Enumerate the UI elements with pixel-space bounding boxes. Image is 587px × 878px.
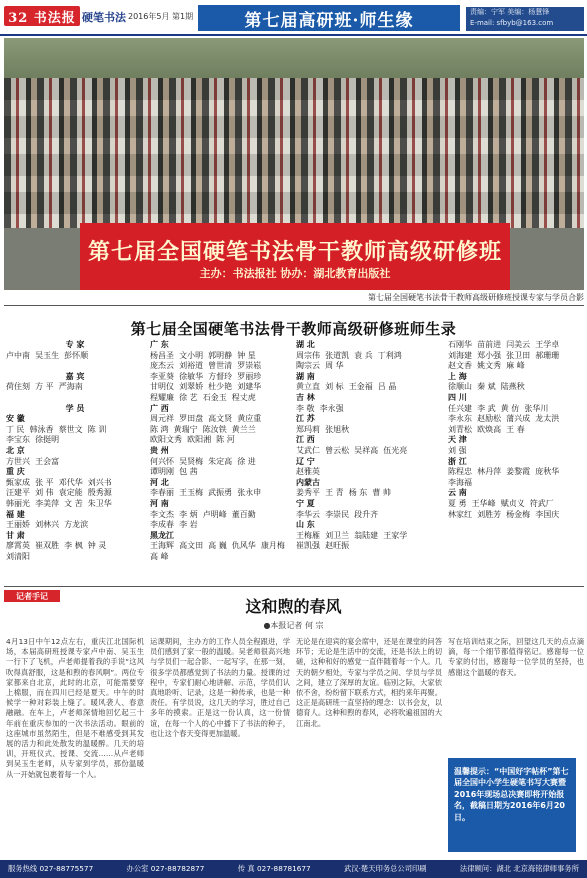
section-label: 硬笔书法: [82, 11, 126, 24]
roster-names: 杨昌圣 文小明 郭明静 钟 星: [150, 350, 256, 360]
roster-province: 辽 宁: [296, 456, 315, 466]
roster-province: 云 南: [448, 488, 467, 498]
roster-column: [296, 340, 442, 552]
roster-province: 浙 江: [448, 456, 467, 466]
roster-names: 李文杰 李 炳 卢明峰 董百勤: [150, 509, 256, 519]
roster-names: 方世兴 王会富: [6, 456, 60, 466]
roster-names: 任兴建 李 武 黄 仿 张华川: [448, 403, 549, 413]
editors-line: 责编：宁军 美编：杨慧锋: [470, 8, 550, 16]
roster-names: 艾武仁 曾云松 吴祥高 伍光亮: [296, 445, 408, 455]
roster-names: 甄家成 张 平 邓代华 刘兴书: [6, 477, 112, 487]
roster-province: 江 苏: [296, 414, 315, 424]
roster-names: 郑玛莉 张旭秋: [296, 424, 350, 434]
roster-names: 庞杰云 刘裕道 曾世清 罗崇崧: [150, 361, 262, 371]
roster-names: 赵文香 姚文秀 麻 峰: [448, 361, 525, 371]
roster-names: 崔凯强 赵旺振: [296, 541, 350, 551]
roster-names: 石刚华 苗前进 闫美云 王学卓: [448, 340, 560, 349]
footer-legal: 法律顾问：湖北 北京海铭律师事务所: [459, 864, 579, 873]
roster-names: 刘 强: [448, 445, 467, 455]
roster-province: 广 东: [150, 340, 169, 349]
roster-names: 李成春 李 岩: [150, 520, 198, 530]
roster-group-heading: 专 家: [65, 340, 85, 349]
roster-province: 四 川: [448, 392, 467, 402]
roster-names: 刘青松 欧焕高 王 春: [448, 424, 525, 434]
roster-names: 李宝东 徐挺明: [6, 435, 60, 445]
roster-names: 程耀廉 徐 艺 石金玉 程丈虎: [150, 392, 256, 402]
roster-province: 甘 肃: [6, 530, 25, 540]
column-tag: 记者手记: [4, 590, 60, 602]
roster-province: 吉 林: [296, 392, 315, 402]
banner-title: 第七届全国硬笔书法骨干教师高级研修班: [87, 240, 502, 265]
roster-names: 王丽娇 刘林兴 方龙滨: [6, 520, 89, 530]
article-byline: ●本报记者 何 宗: [263, 621, 324, 630]
footer-phone: 服务热线 027-88775577: [8, 864, 94, 873]
roster-names: 刘清阳: [6, 551, 30, 561]
roster-province: 河 北: [150, 477, 169, 487]
roster-names: 夏 勇 王华峰 赋贞义 符武厂: [448, 498, 554, 508]
roster-names: 欧阳文秀 欧阳湘 陈 河: [150, 435, 235, 445]
roster-names: 廖霄英 崔双胜 李 枫 钟 灵: [6, 541, 107, 551]
footer-fax: 传 真 027-88781677: [237, 864, 311, 873]
roster-names: 徐顺山 秦 斌 陆燕秋: [448, 382, 525, 392]
article-column: 运课期间，主办方的工作人员全程跟进，学员们感到了家一般的温暖。吴老师很高兴地与学员们一起合影、一起写字，在那一刻，很多学员都感觉到了书法的力量。授课的过程中，专家们耐心地讲解、示范，学员们认真地聆听、记录，这是一种传承，也是一种责任。有学员说，这几天的学习，胜过自己多年的摸索。正是这一份认真，这一份情谊，在每一个人的心中播下了书法的种子，也让这个春天变得更加温暖。: [150, 637, 290, 738]
roster-names: 李亚葵 徐敏华 方督玲 罗丽珍: [150, 371, 262, 381]
roster-province: 内蒙古: [296, 477, 320, 487]
roster-province: 山 东: [296, 520, 315, 530]
editors-box: [466, 7, 584, 31]
roster-names: 李海福: [448, 477, 472, 487]
roster-title: 第七届全国硬笔书法骨干教师高级研修班师生录: [130, 320, 457, 338]
roster-names: 黄立直 刘 标 王金福 吕 晶: [296, 382, 397, 392]
roster-names: 荷住刻 方 平 严海南: [6, 382, 83, 392]
roster-names: 李永东 赵励松 蒲兴成 龙太洪: [448, 414, 560, 424]
article-column: 无论是在迎宾的宴会席中，还是在课堂的问答环节；无论是生活中的交流，还是书法上的切磋，这种和好的感觉一直伴随着每一个人。几天的朝夕相处，专家与学员之间、学员与学员之间，建立了深厚的友谊。临别之际，大家依依不舍，纷纷留下联系方式，相约来年再聚。这正是高研班一直坚持的理念：以书会友，以德育人。这种和煦的春风，必将吹遍祖国的大江南北。: [296, 637, 442, 728]
roster-names: 姜秀平 王 青 杨 东 曹 帅: [296, 488, 391, 498]
roster-province: 福 建: [6, 509, 25, 519]
roster-column: [448, 340, 584, 520]
article-column: 写在培训结束之际，回望这几天的点点滴滴，每一个细节都值得铭记。感谢每一位专家的付出，感谢每一位学员的坚持，也感谢这个温暖的春天。: [448, 637, 584, 677]
roster-column: [150, 340, 290, 562]
roster-names: 陈程忠 林丹萍 姜黎霞 庞秋华: [448, 467, 560, 477]
roster-province: 重 庆: [6, 467, 25, 477]
divider: [4, 305, 584, 306]
roster-names: 陶宗云 周 华: [296, 361, 344, 371]
roster-province: 黑龙江: [150, 530, 174, 540]
page-header: [0, 0, 587, 34]
roster-names: 周宗伟 张道凯 袁 兵 丁利鸿: [296, 350, 402, 360]
group-photo: [4, 38, 584, 290]
footer-office: 办公室 027-88782877: [126, 864, 205, 873]
roster-names: 丁 民 韩泳香 蔡世文 陈 训: [6, 424, 107, 434]
roster-group-heading: 学 员: [65, 403, 85, 413]
editors-email: E-mail: sfbyb@163.com: [470, 19, 554, 27]
page-title-banner: 第七届高研班·师生缘: [198, 5, 460, 31]
article-column: 4月13日中午12点左右，重庆江北国际机场，本届高研班授课专家卢中南、吴玉生一行下了飞机，卢老师提着我的手说“这风吹得真舒服，这是和煦的春风啊”。两位专家都来自北京，此时的北京，可能需要穿上棉服，而在四川已经是夏天。中午的时候学一种对彩装上缝了。暖风袭人、春意融融。在车上，卢老师深情地回忆起三十年前在重庆参加的一次书法活动。眼前的这座城市虽然陌生，但是不难感受到其发展的活力和此处散发的温暖醉。几天的培训，开班仪式、授课、交流……从卢老师到吴玉生老师，从专家到学员，那份温暖从一开始就包裹着每一个人。: [6, 637, 144, 779]
roster-names: [6, 393, 144, 404]
roster-names: 王梅雁 刘卫兰 翁陆建 王家学: [296, 530, 408, 540]
roster-names: 林家红 刘胜芳 杨金梅 李国庆: [448, 509, 560, 519]
roster-province: 北 京: [6, 445, 25, 455]
notice-box: 温馨提示：“中国好字帖杯”第七届全国中小学生硬笔书写大赛暨2016年现场总决赛即将开始报名，截稿日期为2016年6月20日。: [448, 758, 576, 852]
newspaper-logo: 32 书法报: [4, 6, 80, 26]
roster-names: 高 峰: [150, 551, 169, 561]
roster-names: 王海辉 高文田 高 巍 仇风华 康月梅: [150, 541, 285, 551]
banner-subtitle: 主办：书法报社 协办：湖北教育出版社: [199, 267, 391, 280]
roster-names: 陈 鸿 黄瑞宁 陈汝铁 黄兰兰: [150, 424, 256, 434]
roster-province: 宁 夏: [296, 498, 315, 508]
roster-names: 韩丽光 李美萍 文 苦 朱卫华: [6, 498, 112, 508]
roster-province: 河 南: [150, 498, 169, 508]
roster-province: 贵 州: [150, 445, 169, 455]
roster-province: 上 海: [448, 371, 467, 381]
issue-date: 2016年5月 第1期: [128, 12, 194, 21]
divider: [4, 586, 584, 587]
footer-printer: 武汉·楚天印务总公司印刷: [344, 864, 427, 873]
roster-group-heading: 嘉 宾: [65, 371, 85, 381]
roster-names: 甘明仪 刘翠娇 杜少艳 刘建华: [150, 382, 262, 392]
article-title: 这和煦的春风: [245, 597, 342, 616]
photo-trees: [4, 38, 584, 78]
roster-names: 汪建平 刘 伟 袁定能 殷秀源: [6, 488, 112, 498]
roster-names: 李华云 李崇民 段升齐: [296, 509, 379, 519]
roster-names: [6, 361, 144, 372]
roster-names: 李春丽 王玉梅 武振勇 张永申: [150, 488, 262, 498]
roster-province: 江 西: [296, 435, 315, 445]
roster-names: 卢中南 吴玉生 彭怀顺: [6, 350, 89, 360]
page-footer: [0, 860, 587, 878]
roster-province: 广 西: [150, 403, 169, 413]
header-rule: [0, 34, 587, 36]
roster-province: 湖 北: [296, 340, 315, 349]
roster-names: 李 敬 李永强: [296, 403, 344, 413]
roster-names: 谭明刚 包 茜: [150, 467, 198, 477]
roster-names: 周元祥 罗田盘 高文贤 黄应重: [150, 414, 262, 424]
roster-province: 天 津: [448, 435, 467, 445]
roster-province: 安 徽: [6, 414, 25, 424]
roster-province: 湖 南: [296, 371, 315, 381]
roster-names: 何兴怀 吴贤梅 朱定高 徐 进: [150, 456, 256, 466]
roster-names: 赵雅英: [296, 467, 320, 477]
roster-names: 刘海建 郑小强 张卫田 郝珊珊: [448, 350, 560, 360]
photo-crowd-rows: [4, 78, 584, 228]
roster-column: [6, 340, 144, 562]
photo-caption: 第七届全国硬笔书法骨干教师高级研修班授课专家与学员合影: [368, 293, 584, 302]
photo-banner: [80, 223, 510, 290]
